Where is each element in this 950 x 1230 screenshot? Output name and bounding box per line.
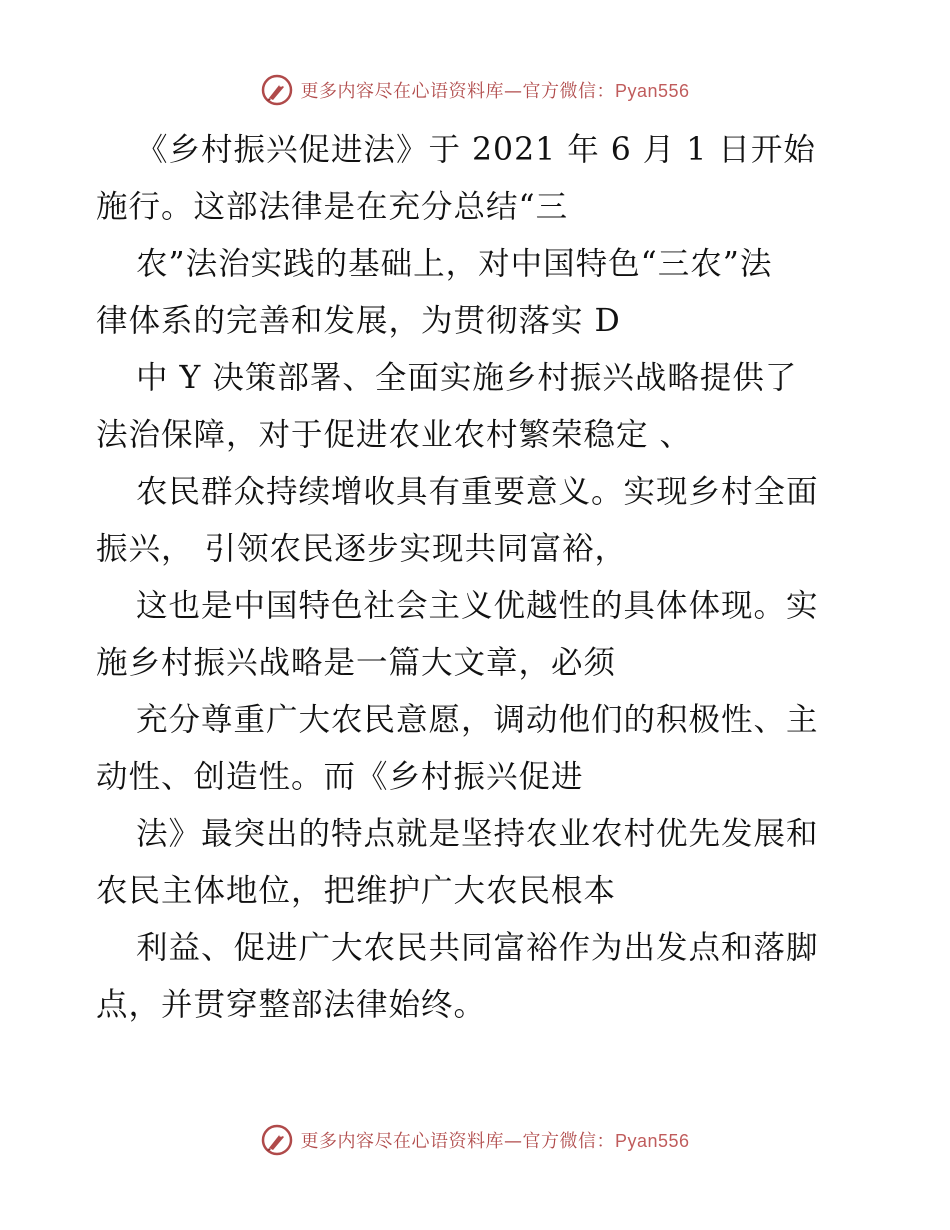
- watermark-id: Pyan556: [614, 81, 690, 101]
- pen-nib-logo-icon: [260, 73, 294, 107]
- body-line: 施行。这部法律是在充分总结“三: [96, 189, 569, 225]
- body-line: 法》最突出的特点就是坚持农业农村优先发展和: [136, 816, 819, 852]
- header-watermark: [0, 70, 950, 110]
- watermark-id: Pyan556: [614, 1131, 690, 1151]
- watermark-brand: 更多内容尽在心语资料库: [300, 1131, 504, 1152]
- body-line: 《乡村振兴促进法》于 2021 年 6 月 1 日开始: [136, 132, 816, 168]
- body-line: 农民主体地位，把维护广大农民根本: [96, 873, 617, 909]
- watermark-separator: —: [503, 1131, 523, 1152]
- body-line: 农民群众持续增收具有重要意义。实现乡村全面: [136, 474, 819, 510]
- body-line: 法治保障，对于促进农业农村繁荣稳定 、: [96, 417, 693, 453]
- body-line: 利益、促进广大农民共同富裕作为出发点和落脚: [136, 930, 819, 966]
- watermark-brand: 更多内容尽在心语资料库: [300, 81, 504, 102]
- footer-watermark: [0, 1120, 950, 1160]
- body-line: 点，并贯穿整部法律始终。: [96, 987, 487, 1023]
- pen-nib-logo-icon: [260, 1123, 294, 1157]
- watermark-text: [300, 77, 689, 103]
- body-line: 中 Y 决策部署、全面实施乡村振兴战略提供了: [136, 360, 798, 396]
- watermark-separator: —: [503, 81, 523, 102]
- body-line: 律体系的完善和发展，为贯彻落实 D: [96, 303, 621, 339]
- body-line: 振兴， 引领农民逐步实现共同富裕，: [96, 531, 628, 567]
- body-line: 这也是中国特色社会主义优越性的具体体现。实: [136, 588, 819, 624]
- document-body: [96, 122, 856, 1034]
- watermark-text: [300, 1127, 689, 1153]
- body-line: 动性、创造性。而《乡村振兴促进: [96, 759, 584, 795]
- body-line: 施乡村振兴战略是一篇大文章，必须: [96, 645, 617, 681]
- watermark-label: 官方微信：: [522, 1131, 615, 1152]
- watermark-label: 官方微信：: [522, 81, 615, 102]
- body-line: 充分尊重广大农民意愿，调动他们的积极性、主: [136, 702, 819, 738]
- body-line: 农”法治实践的基础上，对中国特色“三农”法: [136, 246, 773, 282]
